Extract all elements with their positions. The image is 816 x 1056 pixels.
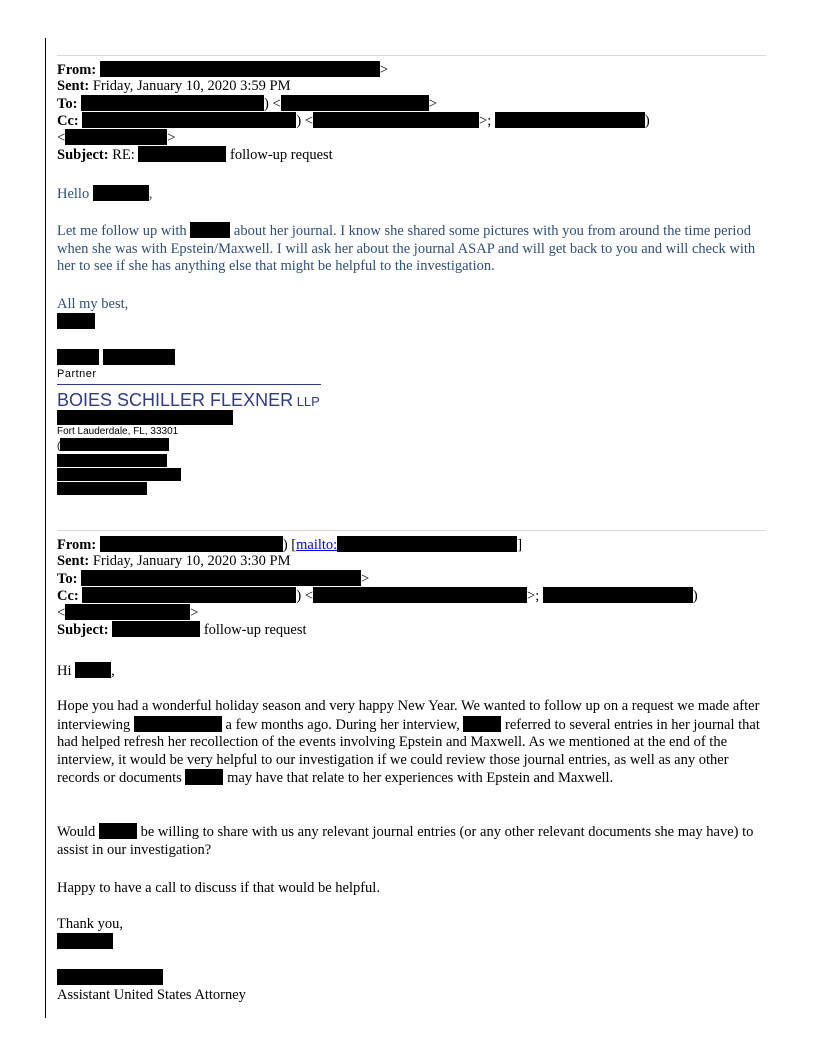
cc-label: Cc: <box>57 588 79 604</box>
redaction-block <box>112 621 200 637</box>
margin-line <box>45 38 46 1018</box>
email2-cc-row: Cc: ) < >; ) <box>57 588 698 604</box>
subject-text: follow-up request <box>230 147 333 163</box>
email1-signature-name <box>57 349 175 367</box>
email1-cc-row: Cc: ) < >; ) <box>57 113 650 129</box>
mailto-link[interactable]: mailto: <box>296 537 338 553</box>
redaction-block <box>57 349 99 365</box>
email2-cc-row-cont: < > <box>57 605 199 621</box>
email2-closing: Thank you, <box>57 916 124 932</box>
redaction-block <box>337 536 517 552</box>
redaction-block <box>65 604 190 620</box>
email2-from-row: From: ) [mailto: ] <box>57 537 523 553</box>
to-label: To: <box>57 571 78 587</box>
redaction-block <box>190 222 230 238</box>
redaction-block <box>185 769 223 785</box>
redaction-block <box>100 536 283 552</box>
sent-value: Friday, January 10, 2020 3:30 PM <box>92 553 291 569</box>
greeting-word: Hi <box>57 663 72 679</box>
signature-title: Partner <box>57 368 97 380</box>
email2-greeting: Hi , <box>57 663 115 679</box>
address-redaction <box>57 410 233 427</box>
sent-label: Sent: <box>57 78 90 94</box>
to-label: To: <box>57 96 78 112</box>
body-text: a few months ago. During her interview, <box>225 716 460 733</box>
signature-redaction <box>57 969 163 987</box>
email1-from-row: From: > <box>57 62 389 78</box>
body-text: referred to several entries in her journal that had helped refresh her recollection of the events involving Epstein and Maxwell. As we mentioned at the end of the interview, it would be very helpful to our investigation if we could review those journal entries, as well as any other records or documents <box>57 716 760 786</box>
firm-suffix: LLP <box>296 394 320 409</box>
firm-name: BOIES SCHILLER FLEXNER <box>57 390 294 410</box>
redaction-block <box>81 95 264 111</box>
contact-redaction <box>57 480 147 497</box>
firm-divider <box>57 384 321 385</box>
body-text: be willing to share with us any relevant journal entries (or any other relevant documents she may have) to assist in our investigation? <box>57 824 754 858</box>
body-text: about her journal. I know she shared some pictures with you from around the time period when she was with Epstein/Maxwell. I will ask her about the journal ASAP and will get back to you and will check with her to see if she has anything else that might be helpful to the investigation. <box>57 223 756 274</box>
redaction-block <box>495 112 645 128</box>
signature-title: Assistant United States Attorney <box>57 987 246 1003</box>
redaction-block <box>313 112 479 128</box>
signature-redaction <box>57 313 95 329</box>
cc-label: Cc: <box>57 113 79 129</box>
header-separator <box>57 55 766 56</box>
header-separator <box>57 530 766 531</box>
redaction-block <box>99 823 137 839</box>
email2-to-row: To: > <box>57 571 370 587</box>
body-text: Would <box>57 824 96 840</box>
city-line: Fort Lauderdale, FL, 33301 <box>57 426 179 437</box>
redaction-block <box>82 112 296 128</box>
redaction-block <box>93 185 149 201</box>
redaction-block <box>134 716 222 732</box>
greeting-word: Hello <box>57 186 90 202</box>
from-label: From: <box>57 62 97 78</box>
email2-sent-row <box>57 553 290 570</box>
email1-sent-row <box>57 78 290 95</box>
body-text: may have that relate to her experiences with Epstein and Maxwell. <box>227 770 614 786</box>
body-text: Let me follow up with <box>57 223 187 239</box>
redaction-block <box>463 716 501 732</box>
redaction-block <box>103 349 175 365</box>
signature-redaction <box>57 933 113 951</box>
redaction-block <box>281 95 429 111</box>
phone-line: ( <box>57 438 169 454</box>
subject-label: Subject: <box>57 147 109 163</box>
redaction-block <box>313 587 527 603</box>
redaction-block <box>81 570 361 586</box>
sent-value: Friday, January 10, 2020 3:59 PM <box>92 78 291 94</box>
redaction-block <box>543 587 693 603</box>
body-text: Hope you had a wonderful holiday season and very happy New Year. We wanted to follow up on a request we made after interviewing <box>57 698 760 733</box>
email1-to-row: To: ) < > <box>57 96 437 112</box>
email1-greeting: Hello , <box>57 186 153 202</box>
email2-paragraph-2 <box>57 823 769 859</box>
email1-body <box>57 222 769 276</box>
email1-closing: All my best, <box>57 296 129 312</box>
redaction-block <box>75 662 111 678</box>
redaction-block <box>100 61 380 77</box>
subject-label: Subject: <box>57 622 109 638</box>
email1-subject-row <box>57 146 333 164</box>
redaction-block <box>65 129 167 145</box>
email2-paragraph-3: Happy to have a call to discuss if that would be helpful. <box>57 880 380 896</box>
subject-text: follow-up request <box>203 622 307 638</box>
sent-label: Sent: <box>57 553 90 569</box>
email1-cc-row-cont: < > <box>57 130 176 146</box>
from-label: From: <box>57 537 97 553</box>
redaction-block <box>60 438 169 451</box>
redaction-block <box>82 587 296 603</box>
email2-paragraph-1 <box>57 698 769 788</box>
subject-prefix: RE: <box>112 147 135 163</box>
redaction-block <box>138 146 226 162</box>
email2-subject-row <box>57 621 307 639</box>
